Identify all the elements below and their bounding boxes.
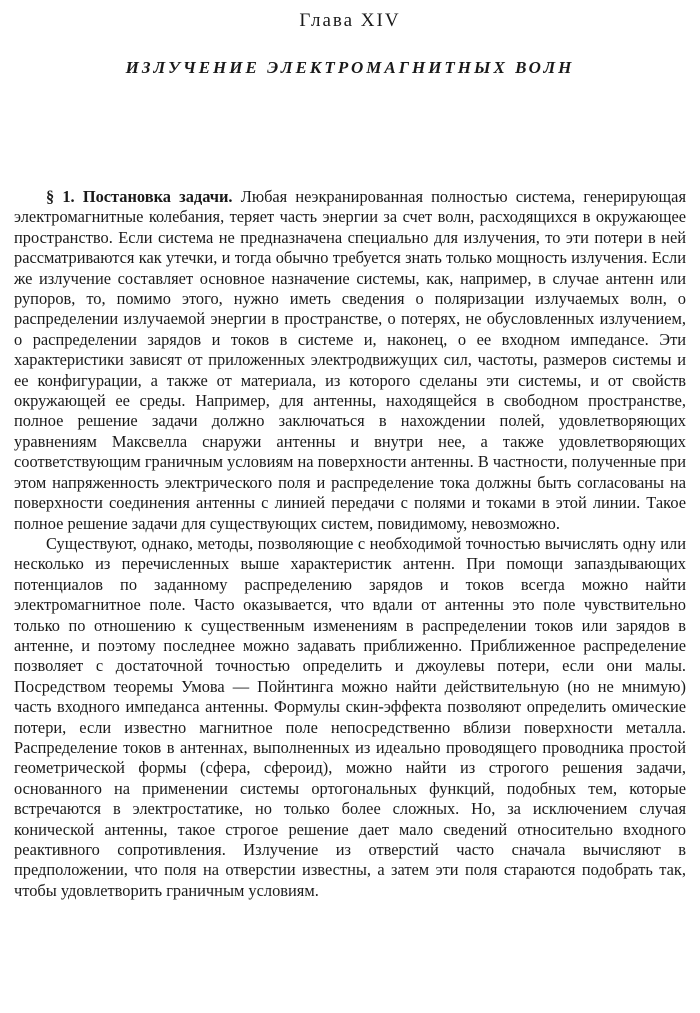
section-heading: § 1. Постановка задачи. [46, 187, 233, 206]
body-text [14, 187, 686, 901]
paragraph-2: Существуют, однако, методы, позволяющие с необходимой точностью вычислять одну или несколько из перечисленных выше характеристик антенн. При помощи запаздывающих потенциалов по заданному распределению зарядов и токов всегда можно найти электромагнитное поле. Часто оказывается, что вдали от антенны это поле чувствительно только по отношению к существенным изменениям в распределении токов или зарядов в антенне, и поэтому последнее можно задавать приближенно. Приближенное распределение позволяет с достаточной точностью определить и джоулевы потери, если они малы. Посредством теоремы Умова — Пойнтинга можно найти действительную (но не мнимую) часть входного импеданса антенны. Формулы скин-эффекта позволяют определить омические потери, если известно магнитное поле непосредственно вблизи поверхности металла. Распределение токов в антеннах, выполненных из идеально проводящего проводника простой геометрической формы (сфера, сфероид), можно найти из строгого решения задачи, основанного на применении системы ортогональных функций, подобных тем, которые встречаются в электростатике, но только более сложных. Но, за исключением случая конической антенны, такое строгое решение дает мало сведений относительно входного реактивного сопротивления. Излучение из отверстий часто сначала вычисляют в предположении, что поля на отверстии известны, а затем эти поля стараются подобрать так, чтобы удовлетворить граничным условиям. [14, 533, 686, 900]
chapter-label: Глава XIV [299, 10, 401, 31]
paragraph-1 [14, 187, 686, 534]
paragraph-1-text: Любая неэкранированная полностью система, генерирующая электромагнитные колебания, теряет часть энергии за счет волн, расходящихся в окружающее пространство. Если система не предназначена специально для излучения, то эти потери в ней рассматриваются как утечки, и тогда обычно требуется знать только мощность излучения. Если же излучение составляет основное назначение системы, как, например, в случае антенн или рупоров, то, помимо этого, нужно иметь сведения о поляризации излучаемых волн, о распределении излучаемой энергии в пространстве, о потерях, не обусловленных излучением, о распределении зарядов и токов в системе и, наконец, о ее входном импедансе. Эти характеристики зависят от приложенных электродвижущих сил, частоты, размеров системы и ее конфигурации, а также от материала, из которого сделаны эти системы, и от свойств окружающей ее среды. Например, для антенны, находящейся в свободном пространстве, полное решение задачи должно заключаться в нахождении полей, удовлетворяющих уравнениям Максвелла снаружи антенны и внутри нее, а также удовлетворяющих соответствующим граничным условиям на поверхности антенны. В частности, полученные при этом напряженность электрического поля и распределение тока должны быть согласованы на поверхности соединения антенны с линией передачи с полями и токами в этой линии. Такое полное решение задачи для существующих систем, повидимому, невозможно. [14, 187, 686, 533]
chapter-title: ИЗЛУЧЕНИЕ ЭЛЕКТРОМАГНИТНЫХ ВОЛН [125, 58, 575, 77]
book-page [14, 0, 686, 1013]
